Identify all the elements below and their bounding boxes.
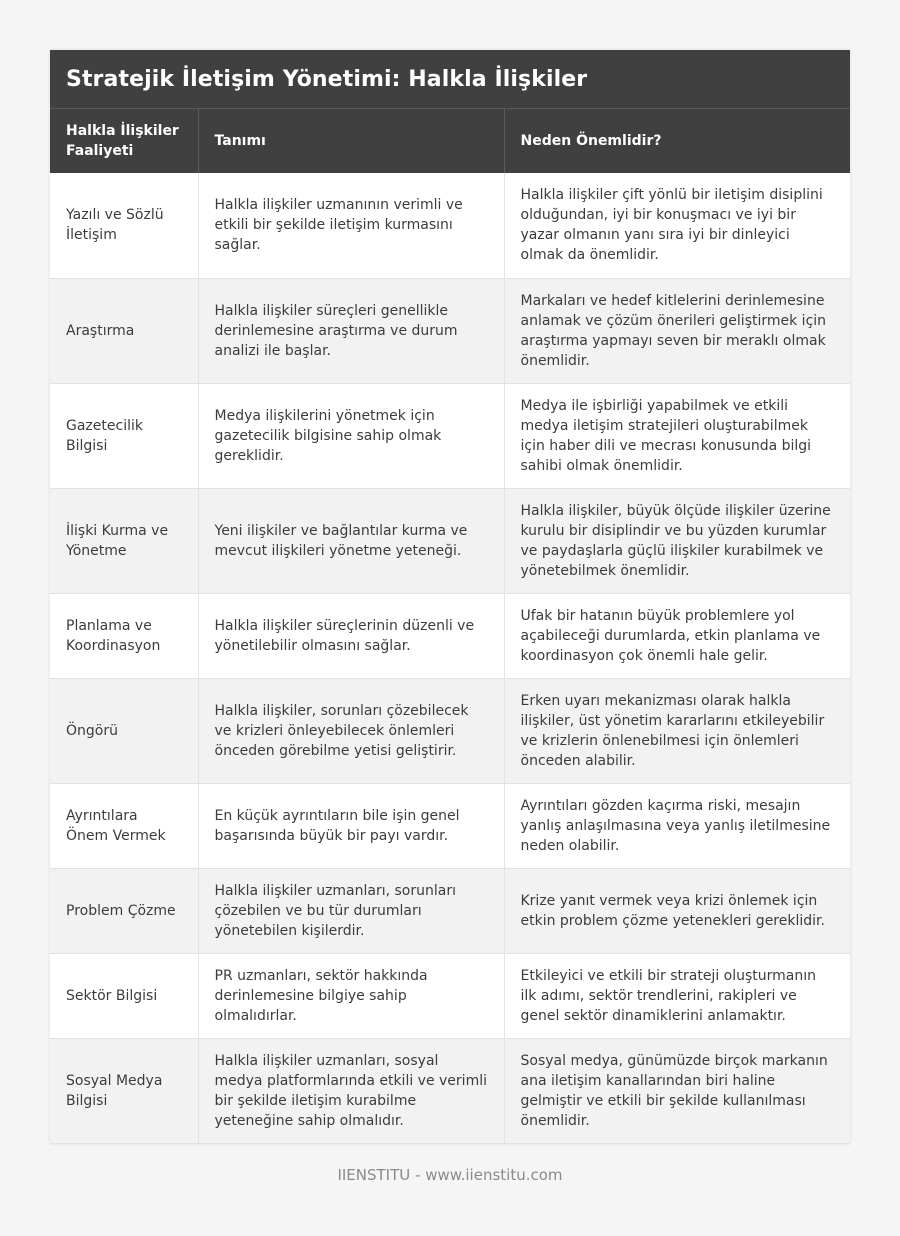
cell-activity: Yazılı ve Sözlü İletişim — [50, 173, 198, 278]
cell-importance: Etkileyici ve etkili bir strateji oluşturmanın ilk adımı, sektör trendlerini, rakipleri ve genel sektör dinamiklerini anlamaktır. — [504, 953, 850, 1038]
table-header-row — [50, 109, 850, 173]
table-row — [50, 173, 850, 278]
header-definition: Tanımı — [198, 109, 504, 173]
cell-definition: PR uzmanları, sektör hakkında derinlemesine bilgiye sahip olmalıdırlar. — [198, 953, 504, 1038]
footer-source: IIENSTITU - www.iienstitu.com — [337, 1166, 563, 1184]
page-title: Stratejik İletişim Yönetimi: Halkla İlişkiler — [66, 66, 588, 92]
cell-activity: Ayrıntılara Önem Vermek — [50, 783, 198, 868]
table-row — [50, 868, 850, 953]
table-row — [50, 678, 850, 783]
table-row — [50, 593, 850, 678]
table-row — [50, 488, 850, 593]
cell-activity: Gazetecilik Bilgisi — [50, 383, 198, 488]
header-importance: Neden Önemlidir? — [504, 109, 850, 173]
cell-activity: Sektör Bilgisi — [50, 953, 198, 1038]
title-bar — [50, 50, 850, 109]
cell-importance: Erken uyarı mekanizması olarak halkla ilişkiler, üst yönetim kararlarını etkileyebilir ve krizlerin önlenebilmesi için önlemleri önceden alabilir. — [504, 678, 850, 783]
cell-definition: Halkla ilişkiler, sorunları çözebilecek ve krizleri önleyebilecek önlemleri önceden görebilme yetisi geliştirir. — [198, 678, 504, 783]
cell-activity: Araştırma — [50, 278, 198, 383]
cell-importance: Krize yanıt vermek veya krizi önlemek için etkin problem çözme yetenekleri gereklidir. — [504, 868, 850, 953]
cell-definition: Halkla ilişkiler uzmanları, sorunları çözebilen ve bu tür durumları yönetebilen kişilerdir. — [198, 868, 504, 953]
cell-definition: Medya ilişkilerini yönetmek için gazetecilik bilgisine sahip olmak gereklidir. — [198, 383, 504, 488]
cell-definition: Halkla ilişkiler uzmanının verimli ve etkili bir şekilde iletişim kurmasını sağlar. — [198, 173, 504, 278]
cell-definition: Halkla ilişkiler süreçlerinin düzenli ve yönetilebilir olmasını sağlar. — [198, 593, 504, 678]
table-row — [50, 953, 850, 1038]
table-row — [50, 278, 850, 383]
header-activity: Halkla İlişkiler Faaliyeti — [50, 109, 198, 173]
cell-importance: Markaları ve hedef kitlelerini derinlemesine anlamak ve çözüm önerileri geliştirmek için araştırma yapmayı seven bir meraklı olmak önemlidir. — [504, 278, 850, 383]
cell-activity: Sosyal Medya Bilgisi — [50, 1038, 198, 1143]
pr-activities-table — [50, 109, 850, 1144]
cell-activity: İlişki Kurma ve Yönetme — [50, 488, 198, 593]
cell-importance: Ayrıntıları gözden kaçırma riski, mesajın yanlış anlaşılmasına veya yanlış iletilmesine neden olabilir. — [504, 783, 850, 868]
cell-importance: Sosyal medya, günümüzde birçok markanın ana iletişim kanallarından biri haline gelmiştir ve etkili bir şekilde kullanılması önemlidir. — [504, 1038, 850, 1143]
table-row — [50, 1038, 850, 1143]
cell-definition: Yeni ilişkiler ve bağlantılar kurma ve mevcut ilişkileri yönetme yeteneği. — [198, 488, 504, 593]
cell-importance: Ufak bir hatanın büyük problemlere yol açabileceği durumlarda, etkin planlama ve koordinasyon çok önemli hale gelir. — [504, 593, 850, 678]
cell-definition: En küçük ayrıntıların bile işin genel başarısında büyük bir payı vardır. — [198, 783, 504, 868]
cell-activity: Problem Çözme — [50, 868, 198, 953]
cell-importance: Medya ile işbirliği yapabilmek ve etkili medya iletişim stratejileri oluşturabilmek için haber dili ve mecrası konusunda bilgi sahibi olmak önemlidir. — [504, 383, 850, 488]
cell-activity: Planlama ve Koordinasyon — [50, 593, 198, 678]
cell-definition: Halkla ilişkiler süreçleri genellikle derinlemesine araştırma ve durum analizi ile başlar. — [198, 278, 504, 383]
table-card — [50, 50, 850, 1144]
cell-importance: Halkla ilişkiler çift yönlü bir iletişim disiplini olduğundan, iyi bir konuşmacı ve iyi bir yazar olmanın yanı sıra iyi bir dinleyici olmak da önemlidir. — [504, 173, 850, 278]
table-row — [50, 383, 850, 488]
cell-definition: Halkla ilişkiler uzmanları, sosyal medya platformlarında etkili ve verimli bir şekilde iletişim kurabilme yeteneğine sahip olmalıdır. — [198, 1038, 504, 1143]
cell-activity: Öngörü — [50, 678, 198, 783]
table-row — [50, 783, 850, 868]
cell-importance: Halkla ilişkiler, büyük ölçüde ilişkiler üzerine kurulu bir disiplindir ve bu yüzden kurumlar ve paydaşlarla güçlü ilişkiler kurabilmek ve yönetebilmek önemlidir. — [504, 488, 850, 593]
